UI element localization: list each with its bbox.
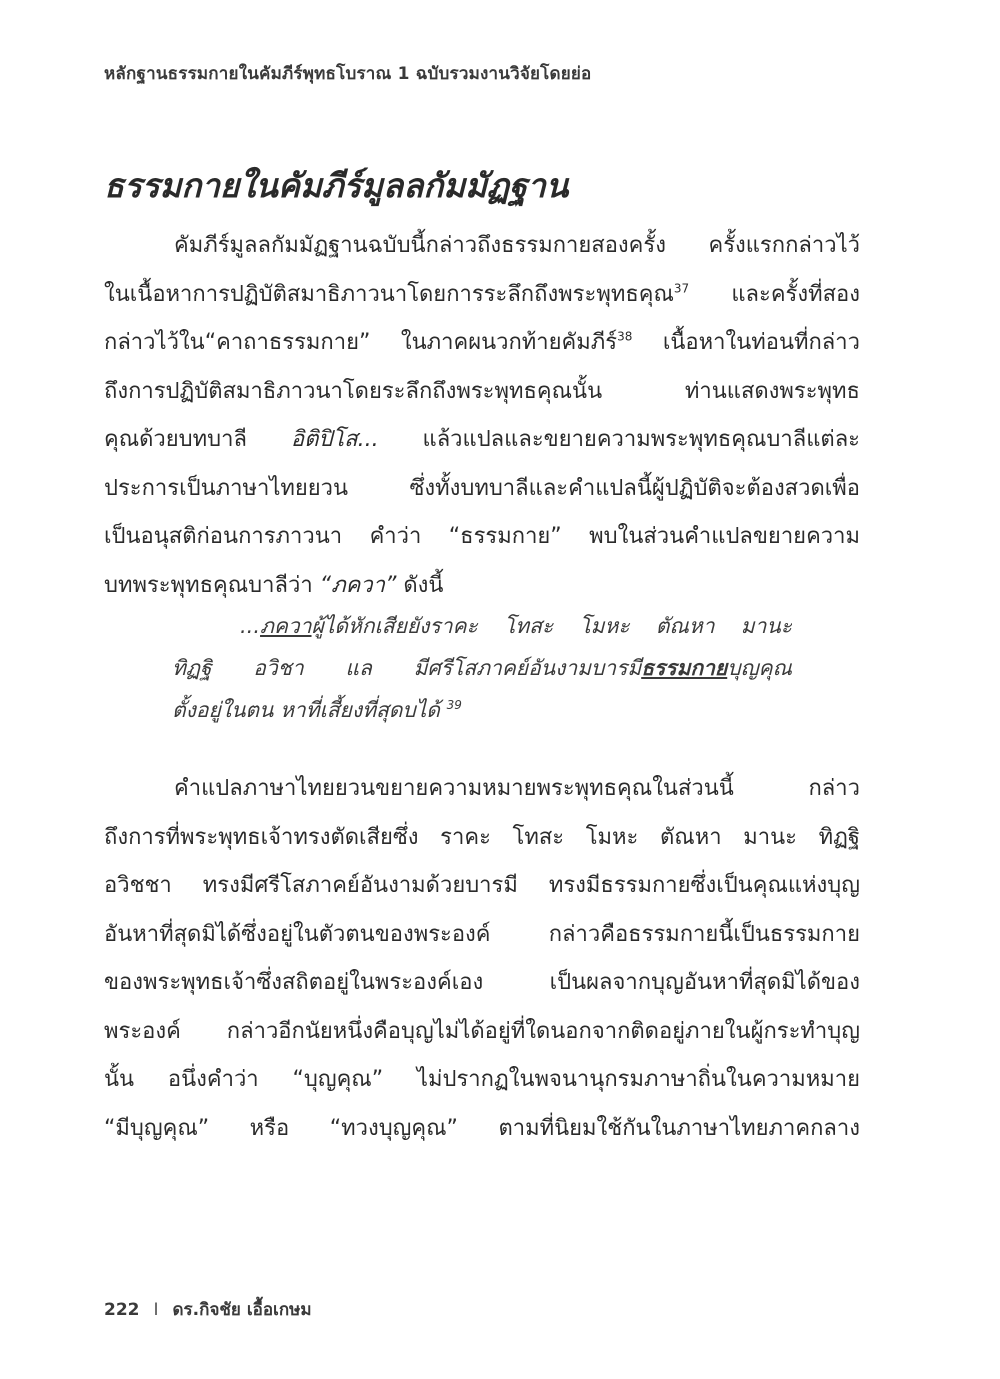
footnote-ref-38[interactable]: 38 — [617, 329, 633, 344]
paragraph-text: คุณด้วยบทบาลี — [104, 427, 291, 452]
paragraph-explanation — [104, 765, 860, 1153]
paragraph-text: เนื้อหาในท่อนที่กล่าว — [632, 330, 860, 355]
quote-text: ทิฏฐิ อวิชา แล มีศรีโสภาคย์อันงามบารมี — [172, 656, 642, 680]
paragraph-line: เป็นอนุสติก่อนการภาวนา คำว่า “ธรรมกาย” พบในส่วนคำแปลขยายความ — [104, 524, 860, 549]
quote-text: บุญคุณ — [727, 656, 792, 680]
quote-line — [172, 647, 792, 689]
paragraph-line — [104, 562, 860, 611]
footnote-ref-37[interactable]: 37 — [673, 281, 690, 296]
block-quote — [172, 605, 792, 731]
paragraph-line: อันหาที่สุดมิได้ซึ่งอยู่ในตัวตนของพระองค์ กล่าวคือธรรมกายนี้เป็นธรรมกาย — [104, 921, 860, 947]
running-header: หลักฐานธรรมกายในคัมภีร์พุทธโบราณ 1 ฉบับรวมงานวิจัยโดยย่อ — [104, 64, 592, 84]
paragraph-line: ประการเป็นภาษาไทยยวน ซึ่งทั้งบทบาลีและคำแปลนี้ผู้ปฏิบัติจะต้องสวดเพื่อ — [104, 475, 860, 501]
paragraph-line — [104, 416, 860, 465]
paragraph-line: คัมภีร์มูลลกัมมัฏฐานฉบับนี้กล่าวถึงธรรมกายสองครั้ง ครั้งแรกกล่าวไว้ — [174, 233, 860, 258]
author-name: ดร.กิจชัย เอื้อเกษม — [172, 1300, 312, 1320]
paragraph-text: แล้วแปลและขยายความพระพุทธคุณบาลีแต่ละ — [378, 427, 860, 452]
paragraph-line: “มีบุญคุณ” หรือ “ทวงบุญคุณ” ตามที่นิยมใช้กันในภาษาไทยภาคกลาง — [104, 1115, 860, 1141]
paragraph-line — [104, 271, 860, 320]
quote-term-bhagava: ภควา — [260, 614, 312, 638]
pali-term-bhagava: “ภควา” — [319, 572, 397, 598]
quote-line — [172, 605, 792, 647]
page-number: 222 — [104, 1300, 140, 1320]
paragraph-text: กล่าวไว้ใน“คาถาธรรมกาย” ในภาคผนวกท้ายคัมภีร์ — [104, 330, 618, 355]
pali-verse-term: อิติปิโส... — [290, 427, 379, 452]
paragraph-line: พระองค์ กล่าวอีกนัยหนึ่งคือบุญไม่ได้อยู่ที่ใดนอกจากติดอยู่ภายในผู้กระทำบุญ — [104, 1018, 860, 1044]
paragraph-line: นั้น อนึ่งคำว่า “บุญคุณ” ไม่ปรากฏในพจนานุกรมภาษาถิ่นในความหมาย — [104, 1067, 860, 1092]
section-title: ธรรมกายในคัมภีร์มูลลกัมมัฏฐาน — [104, 166, 569, 205]
quote-text: ... — [240, 614, 261, 638]
page-footer — [104, 1296, 312, 1323]
paragraph-line: อวิชชา ทรงมีศรีโสภาคย์อันงามด้วยบารมี ทรงมีธรรมกายซึ่งเป็นคุณแห่งบุญ — [104, 873, 860, 898]
paragraph-text: ดังนี้ — [396, 572, 444, 598]
paragraph-text: และครั้งที่สอง — [689, 281, 860, 307]
quote-text: ผู้ได้หักเสียยังราคะ โทสะ โมหะ ตัณหา มานะ — [311, 614, 792, 638]
quote-line — [172, 689, 792, 731]
paragraph-line: ถึงการปฏิบัติสมาธิภาวนาโดยระลึกถึงพระพุทธคุณนั้น ท่านแสดงพระพุทธ — [104, 378, 860, 404]
paragraph-line: คำแปลภาษาไทยยวนขยายความหมายพระพุทธคุณในส่วนนี้ กล่าว — [174, 776, 860, 801]
footer-separator: I — [153, 1300, 159, 1320]
paragraph-line — [104, 319, 860, 368]
paragraph-text: ในเนื้อหาการปฏิบัติสมาธิภาวนาโดยการระลึกถึงพระพุทธคุณ — [104, 281, 674, 307]
quote-term-dhammakaya: ธรรมกาย — [641, 656, 728, 680]
footnote-ref-39[interactable]: 39 — [446, 698, 462, 712]
paragraph-line: ถึงการที่พระพุทธเจ้าทรงตัดเสียซึ่ง ราคะ โทสะ โมหะ ตัณหา มานะ ทิฏฐิ — [104, 824, 860, 850]
paragraph-text: บทพระพุทธคุณบาลีว่า — [104, 572, 320, 598]
paragraph-line: ของพระพุทธเจ้าซึ่งสถิตอยู่ในพระองค์เอง เป็นผลจากบุญอันหาที่สุดมิได้ของ — [104, 970, 860, 995]
paragraph-intro — [104, 222, 860, 610]
quote-text: ตั้งอยู่ในตน หาที่เสี้ยงที่สุดบได้ — [172, 698, 447, 722]
